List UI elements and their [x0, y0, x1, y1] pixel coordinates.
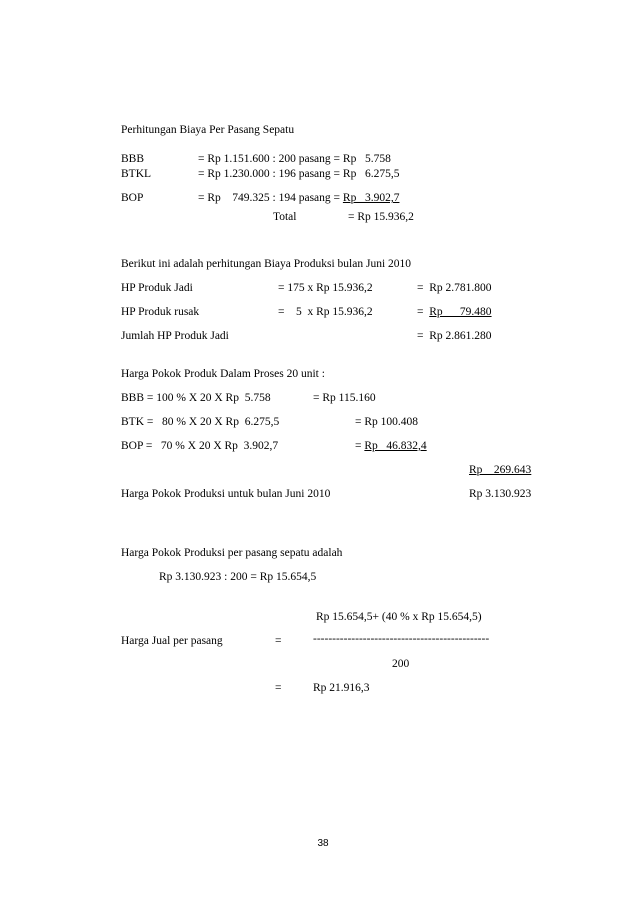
harga-jual-label: Harga Jual per pasang [121, 635, 223, 647]
btkl-calc: = Rp 1.230.000 : 196 pasang = Rp 6.275,5 [198, 168, 400, 180]
bop-dp-result-prefix: = [355, 440, 365, 452]
btk-dp-calc: BTK = 80 % X 20 X Rp 6.275,5 [121, 416, 280, 428]
subtotal-dp: Rp 269.643 [469, 464, 532, 476]
btk-dp-result: = Rp 100.408 [355, 416, 419, 428]
hp-produk-rusak-calc: = 5 x Rp 15.936,2 [278, 306, 373, 318]
hp-produk-jadi-calc: = 175 x Rp 15.936,2 [278, 282, 373, 294]
bbb-label: BBB [121, 153, 145, 165]
hp-juni-label: Harga Pokok Produksi untuk bulan Juni 2010 [121, 488, 331, 500]
hp-juni-value: Rp 3.130.923 [469, 488, 532, 500]
bop-dp-result-value: Rp 46.832,4 [364, 440, 427, 452]
hp-produk-jadi-label: HP Produk Jadi [121, 282, 193, 294]
harga-jual-equals-2: = [275, 682, 282, 694]
bop-dp-calc: BOP = 70 % X 20 X Rp 3.902,7 [121, 440, 279, 452]
section1-title: Perhitungan Biaya Per Pasang Sepatu [121, 124, 295, 136]
harga-jual-numerator: Rp 15.654,5+ (40 % x Rp 15.654,5) [316, 611, 482, 623]
section3-title: Harga Pokok Produk Dalam Proses 20 unit : [121, 368, 325, 380]
jumlah-hp-label: Jumlah HP Produk Jadi [121, 330, 229, 342]
bop-calc-result: Rp 3.902,7 [342, 192, 400, 204]
hp-produk-rusak-label: HP Produk rusak [121, 306, 200, 318]
bop-label: BOP [121, 192, 144, 204]
harga-jual-equals-1: = [275, 635, 282, 647]
section2-title: Berikut ini adalah perhitungan Biaya Produksi bulan Juni 2010 [121, 258, 412, 270]
hp-produk-rusak-result-value: Rp 79.480 [429, 306, 492, 318]
jumlah-hp-result: = Rp 2.861.280 [417, 330, 492, 342]
per-pasang-calc: Rp 3.130.923 : 200 = Rp 15.654,5 [159, 571, 317, 583]
hp-produk-rusak-result [417, 305, 492, 319]
bbb-dp-calc: BBB = 100 % X 20 X Rp 5.758 [121, 392, 271, 404]
harga-jual-result: Rp 21.916,3 [313, 682, 370, 694]
page-number: 38 [317, 838, 329, 849]
hp-produk-rusak-result-prefix: = [417, 306, 430, 318]
hp-produk-jadi-result: = Rp 2.781.800 [417, 282, 492, 294]
harga-jual-divider: ---------------------------------------------- [313, 633, 490, 645]
bop-calc [198, 191, 399, 205]
bbb-calc: = Rp 1.151.600 : 200 pasang = Rp 5.758 [198, 153, 391, 165]
total-label: Total [273, 211, 297, 223]
bop-dp-result [355, 439, 427, 453]
harga-jual-denominator: 200 [392, 658, 410, 670]
section4-title: Harga Pokok Produksi per pasang sepatu adalah [121, 547, 343, 559]
btkl-label: BTKL [121, 168, 152, 180]
total-value: = Rp 15.936,2 [348, 211, 414, 223]
bop-calc-prefix: = Rp 749.325 : 194 pasang = [198, 192, 343, 204]
bbb-dp-result: = Rp 115.160 [313, 392, 376, 404]
